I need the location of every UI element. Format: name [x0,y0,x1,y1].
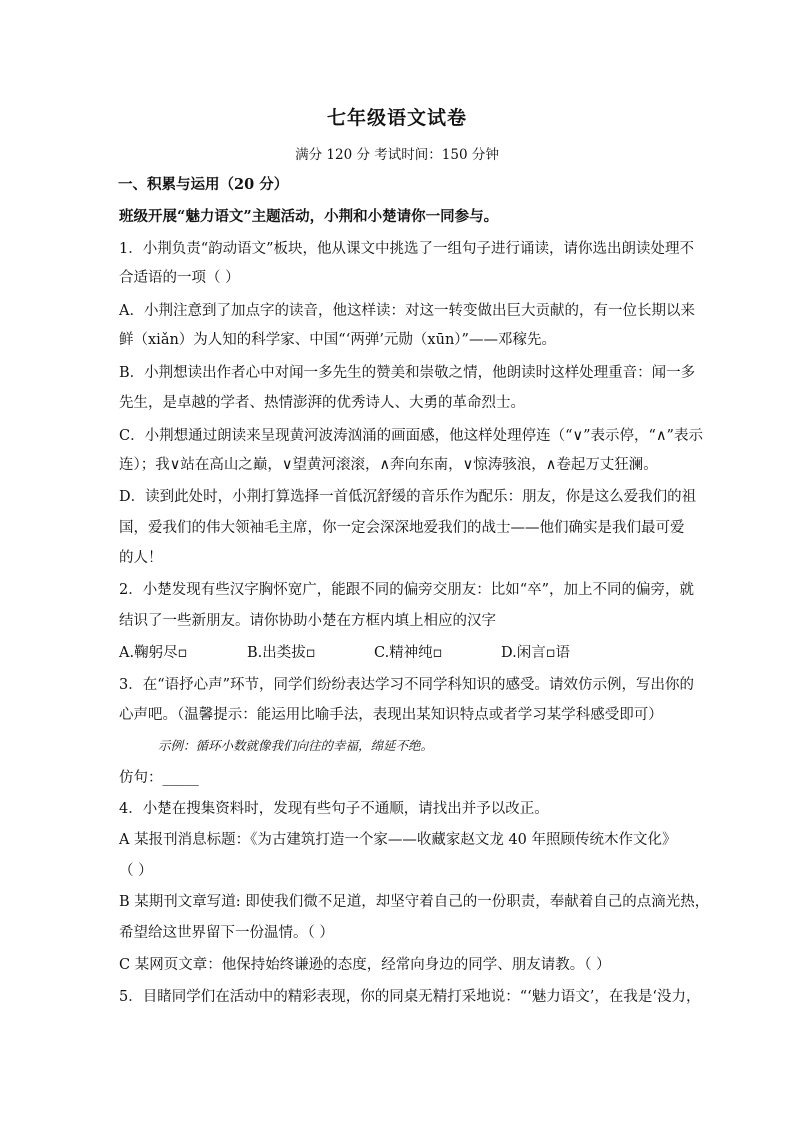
q1-option-b-line2: 先生，是卓越的学者、热情澎湃的优秀诗人、大勇的革命烈士。 [119,395,525,411]
q2-stem-line1: 2．小楚发现有些汉字胸怀宽广，能跟不同的偏旁交朋友：比如“卒”，加上不同的偏旁，就 [119,582,695,598]
q1-option-c-line2: 连）；我∨站在高山之巅，∨望黄河滚滚，∧奔向东南，∨惊涛骇浪，∧卷起万丈狂澜。 [119,457,658,473]
q3-answer-prompt: 仿句：_____ [119,770,199,786]
q3-stem-line1: 3．在“语抒心声”环节，同学们纷纷表达学习不同学科知识的感受。请效仿示例，写出你的 [119,677,695,693]
q4-option-a-line2: （ ） [119,863,153,879]
section-heading: 一、积累与运用（20 分） [118,176,289,193]
q1-option-d-line1: D．读到此处时，小荆打算选择一首低沉舒缓的音乐作为配乐：朋友，你是这么爱我们的祖 [119,489,697,505]
q1-option-a-line2: 鲜（xiǎn）为人知的科学家、中国“‘两弹’元勋（xūn）”——邓稼先。 [119,332,556,348]
q1-option-c-line1: C．小荆想通过朗读来呈现黄河波涛汹涌的画面感，他这样处理停连（“∨”表示停，“∧”表示 [119,428,703,444]
q2-option-d: D.闲言▫语 [501,645,571,661]
q2-option-c: C.精神纯▫ [374,645,443,661]
q4-option-c: C 某网页文章：他保持始终谦逊的态度，经常向身边的同学、朋友请教。（ ） [119,957,611,973]
section-intro: 班级开展“魅力语文”主题活动，小荆和小楚请你一同参与。 [119,208,499,225]
q3-example: 示例：循环小数就像我们向往的幸福，绵延不绝。 [158,738,434,753]
q1-option-b-line1: B．小荆想读出作者心中对闻一多先生的赞美和崇敬之情，他朗读时这样处理重音：闻一多 [119,365,696,381]
q5-stem-line1: 5．目睹同学们在活动中的精彩表现，你的同桌无精打采地说：“‘魅力语文’，在我是‘没力， [119,989,701,1005]
q4-stem: 4．小楚在搜集资料时，发现有些句子不通顺，请找出并予以改正。 [119,801,549,817]
q4-option-b-line2: 希望给这世界留下一份温情。（ ） [119,925,334,941]
exam-subtitle: 满分 120 分 考试时间：150 分钟 [295,147,499,163]
q1-option-d-line2: 国，爱我们的伟大领袖毛主席，你一定会深深地爱我们的战士——他们确实是我们最可爱 [119,520,685,536]
exam-title: 七年级语文试卷 [326,107,467,129]
q1-stem-line1: 1．小荆负责“韵动语文”板块，他从课文中挑选了一组句子进行诵读，请你选出朗读处理不 [119,241,695,257]
q1-stem-line2: 合适语的一项（ ） [119,270,240,286]
q1-option-d-line3: 的人！ [119,550,163,566]
q2-option-b: B.出类拔▫ [247,645,316,661]
q3-stem-line2: 心声吧。（温馨提示：能运用比喻手法，表现出某知识特点或者学习某学科感受即可） [119,707,663,723]
q2-stem-line2: 结识了一些新朋友。请你协助小楚在方框内填上相应的汉字 [119,613,496,629]
q2-option-a: A.鞠躬尽▫ [119,645,188,661]
q4-option-a-line1: A 某报刊消息标题：《为古建筑打造一个家——收藏家赵文龙 40 年照顾传统木作文化》 [119,832,677,848]
q4-option-b-line1: B 某期刊文章写道: 即使我们微不足道，却坚守着自己的一份职责，奉献着自己的点滴光热， [119,894,710,910]
q1-option-a-line1: A．小荆注意到了加点字的读音，他这样读：对这一转变做出巨大贡献的，有一位长期以来 [119,303,695,319]
